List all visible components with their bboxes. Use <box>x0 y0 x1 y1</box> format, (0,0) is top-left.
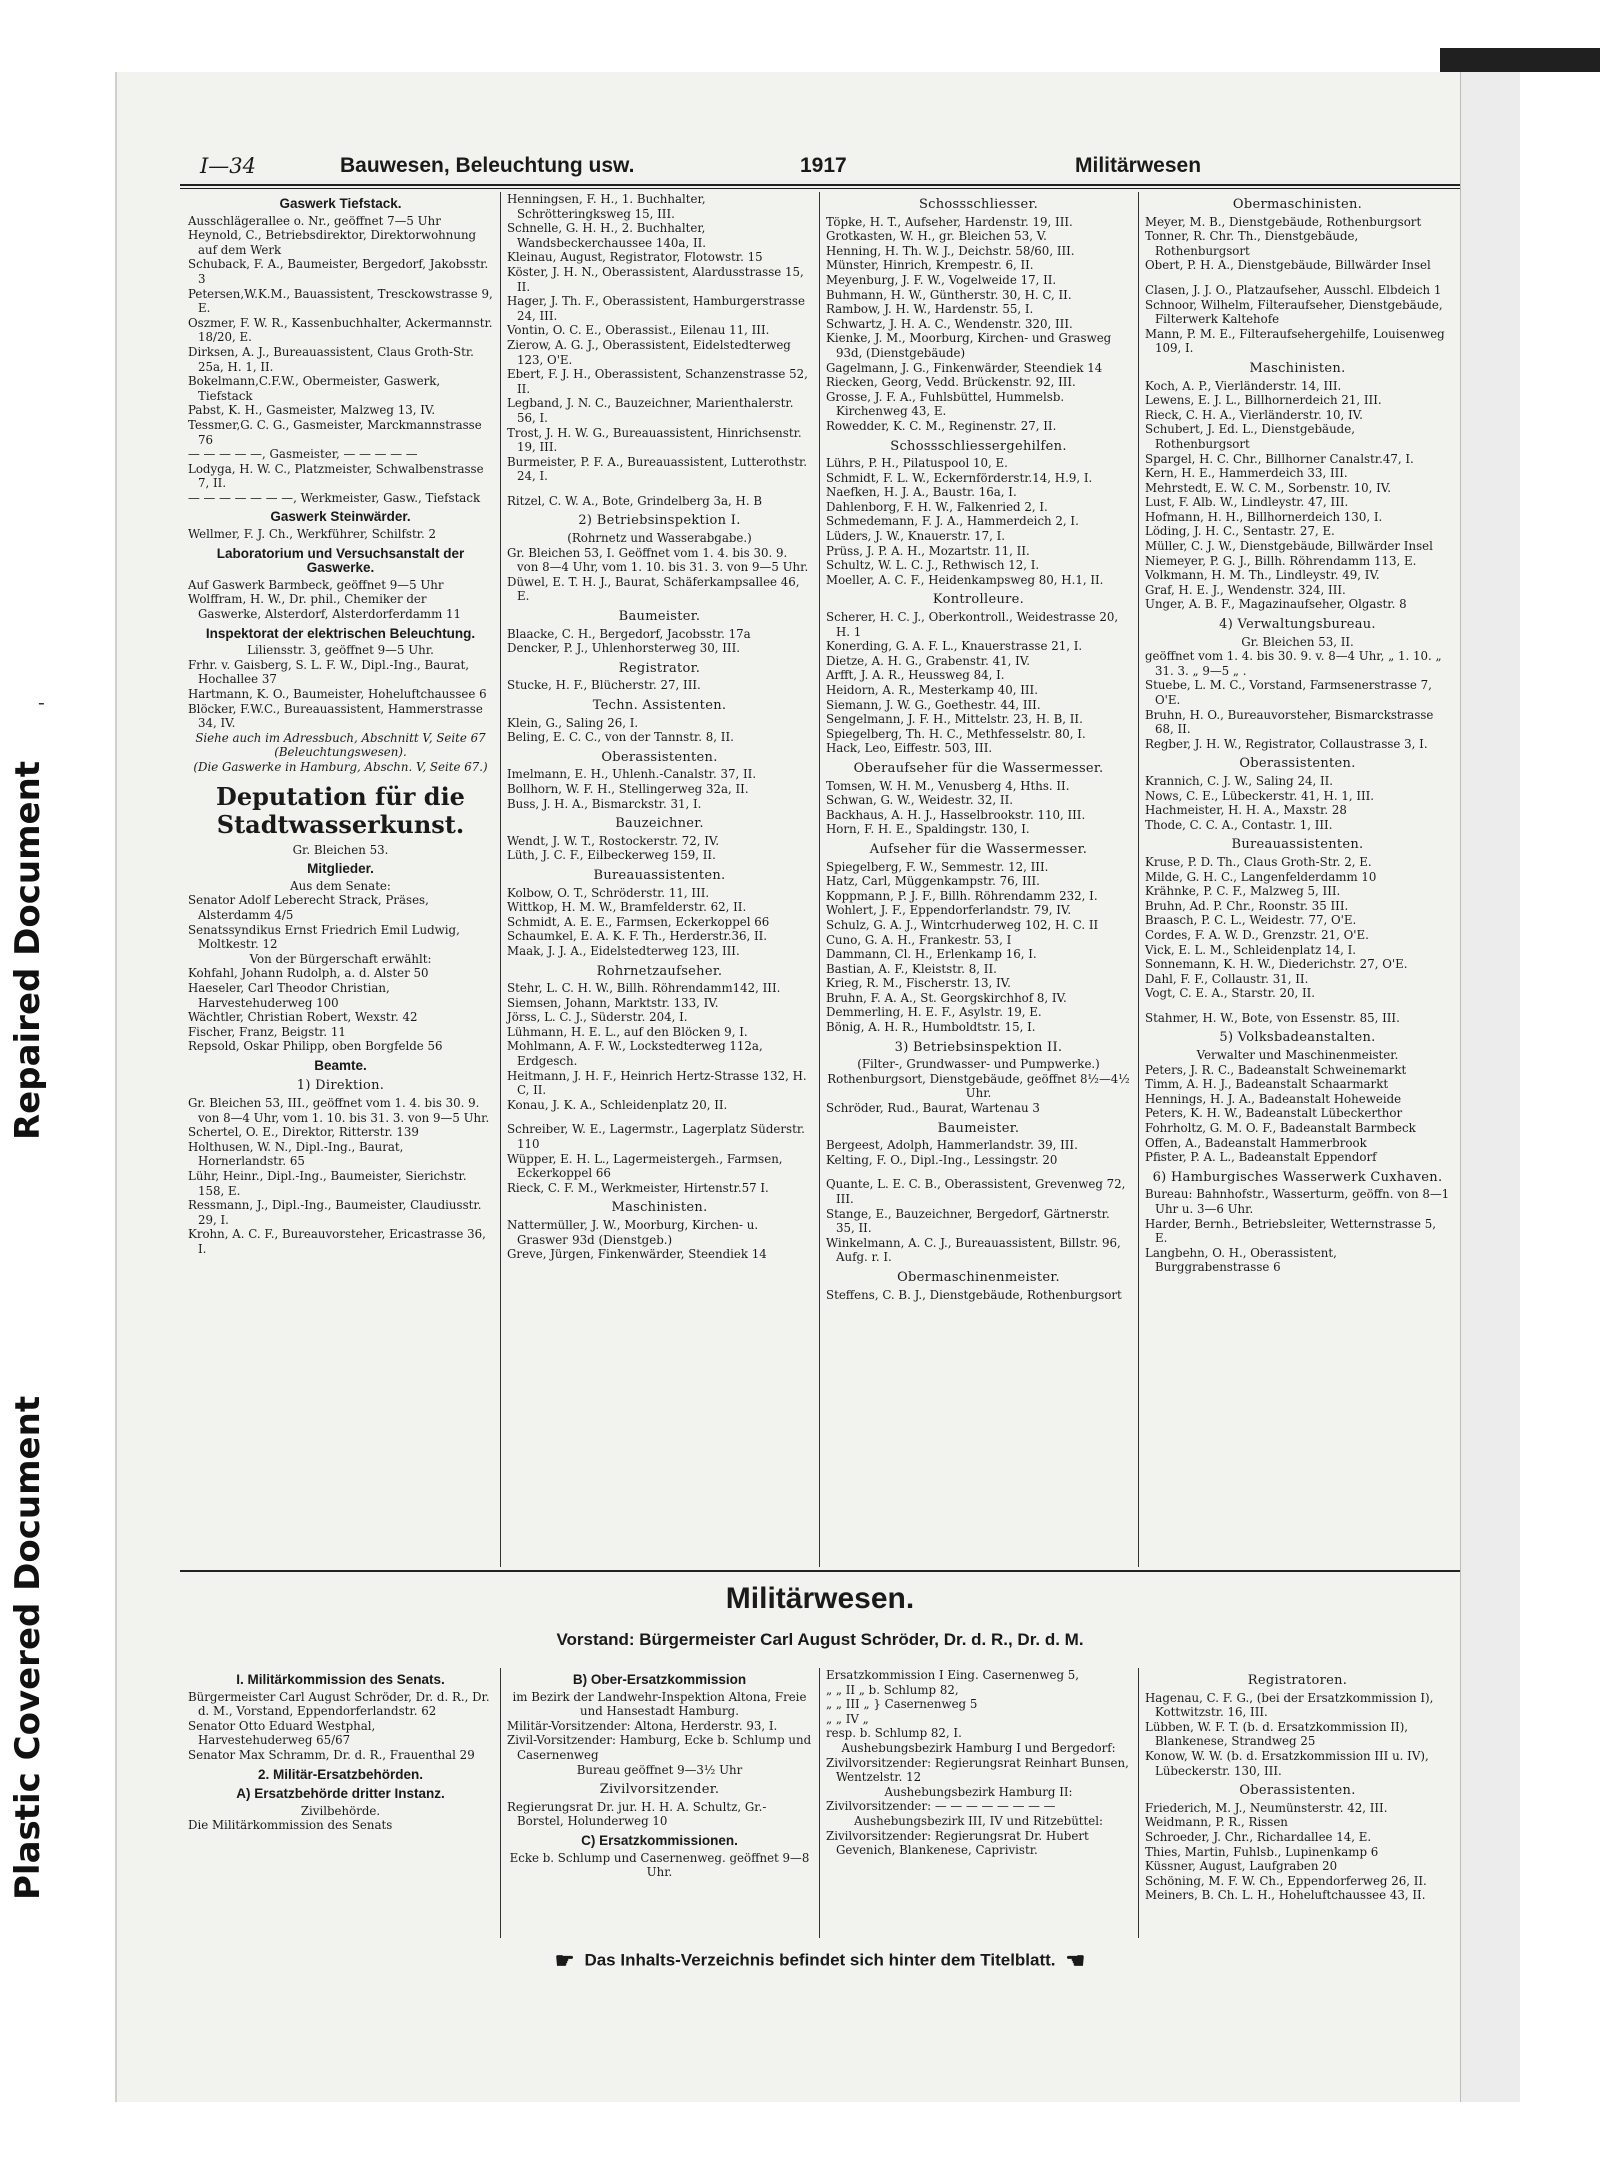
listing-entry: Vick, E. L. M., Schleidenplatz 14, I. <box>1145 942 1357 957</box>
listing-entry: Konow, W. W. (b. d. Ersatzkommission III u. IV), Lübeckerstr. 130, III. <box>1145 1748 1429 1778</box>
listing-entry: Bokelmann,C.F.W., Obermeister, Gaswerk, Tiefstack <box>188 374 441 403</box>
listing-entry: Trost, J. H. W. G., Bureauassistent, Hinrichsenstr. 19, III. <box>507 425 802 455</box>
listing-entry: Friederich, M. J., Neumünsterstr. 42, III. <box>1145 1800 1388 1815</box>
listing-entry: Wellmer, F. J. Ch., Werkführer, Schilfstr. 2 <box>188 527 437 542</box>
listing-entry: Schroeder, J. Chr., Richardallee 14, E. <box>1145 1829 1372 1844</box>
listing-entry: Köster, J. H. N., Oberassistent, Alardusstrasse 15, II. <box>507 264 804 294</box>
listing-entry: Rieck, C. H. A., Vierländerstr. 10, IV. <box>1145 407 1363 422</box>
listing-entry: Maak, J. J. A., Eidelstedterweg 123, III. <box>507 943 740 958</box>
listing-entry: Prüss, J. P. A. H., Mozartstr. 11, II. <box>826 543 1030 558</box>
listing-entry: Winkelmann, A. C. J., Bureauassistent, Billstr. 96, Aufg. r. I. <box>826 1235 1121 1265</box>
listing-entry: Haeseler, Carl Theodor Christian, Harvestehuderweg 100 <box>188 980 390 1010</box>
column-rule <box>819 192 820 1567</box>
listing-entry: Bureau: Bahnhofstr., Wasserturm, geöffn. von 8—1 Uhr u. 3—6 Uhr. <box>1145 1187 1450 1216</box>
listing-entry: Blöcker, F.W.C., Bureauassistent, Hammerstrasse 34, IV. <box>188 701 483 731</box>
listing-entry: Volkmann, H. M. Th., Lindleystr. 49, IV. <box>1145 568 1380 583</box>
listing-entry: Thode, C. C. A., Contastr. 1, III. <box>1145 817 1333 832</box>
subsection-heading: Kontrolleure. <box>932 592 1025 608</box>
listing-entry: Arfft, J. A. R., Heussweg 84, I. <box>826 668 1005 683</box>
listing-entry: Spiegelberg, F. W., Semmestr. 12, III. <box>826 859 1049 874</box>
plastic-covered-label: Plastic Covered Document <box>8 1395 48 1900</box>
listing-entry: Peters, K. H. W., Badeanstalt Lübeckerthor <box>1145 1106 1403 1121</box>
listing-entry: Koch, A. P., Vierländerstr. 14, III. <box>1145 378 1342 393</box>
military-column-2 <box>507 1668 812 1880</box>
listing-entry: Wittkop, H. M. W., Bramfelderstr. 62, II. <box>507 900 747 915</box>
listing-entry: Krannich, C. J. W., Saling 24, II. <box>1145 773 1334 788</box>
listing-entry: Rieck, C. F. M., Werkmeister, Hirtenstr.57 I. <box>507 1180 769 1195</box>
section-heading: Mitglieder. <box>307 861 374 877</box>
listing-entry: geöffnet vom 1. 4. bis 30. 9. v. 8—4 Uhr, „ 1. 10. „ 31. 3. „ 9—5 „ . <box>1145 649 1442 678</box>
listing-entry: Lühr, Heinr., Dipl.-Ing., Baumeister, Sierichstr. 158, E. <box>188 1169 467 1198</box>
listing-entry: Lüth, J. C. F., Eilbeckerweg 159, II. <box>507 848 716 863</box>
column-4 <box>1145 192 1450 1275</box>
repaired-document-label: Repaired Document <box>8 760 48 1140</box>
listing-entry: Kolbow, O. T., Schröderstr. 11, III. <box>507 885 710 900</box>
listing-entry: „ „ II „ b. Schlump 82, <box>826 1682 959 1697</box>
column-3 <box>826 192 1131 1302</box>
listing-entry: Zierow, A. G. J., Oberassistent, Eidelstedterweg 123, O'E. <box>507 337 791 367</box>
listing-entry: Moeller, A. C. F., Heidenkampsweg 80, H.1, II. <box>826 572 1104 587</box>
listing-entry: Krähnke, P. C. F., Malzweg 5, III. <box>1145 884 1341 899</box>
listing-entry: Pabst, K. H., Gasmeister, Malzweg 13, IV. <box>188 403 436 418</box>
listing-entry: Greve, Jürgen, Finkenwärder, Steendiek 14 <box>507 1247 767 1262</box>
military-column-1 <box>188 1668 493 1833</box>
listing-entry: Die Militärkommission des Senats <box>188 1818 393 1833</box>
subsection-heading: 3) Betriebsinspektion II. <box>894 1039 1063 1055</box>
spacer <box>826 1167 1131 1177</box>
listing-entry: Militär-Vorsitzender: Altona, Herderstr. 93, I. <box>507 1718 778 1733</box>
spacer <box>507 1112 812 1122</box>
listing-entry: Mann, P. M. E., Filteraufsehergehilfe, Louisenweg 109, I. <box>1145 326 1445 356</box>
listing-entry: Tomsen, W. H. M., Venusberg 4, Hths. II. <box>826 778 1070 793</box>
spacer <box>1145 273 1450 283</box>
listing-entry: Lübben, W. F. T. (b. d. Ersatzkommission II), Blankenese, Strandweg 25 <box>1145 1719 1409 1749</box>
section-heading: Gaswerk Steinwärder. <box>270 509 411 525</box>
subsection-heading: Oberassistenten. <box>1239 1783 1356 1799</box>
subsection-heading: Oberassistenten. <box>601 749 718 765</box>
listing-entry: Imelmann, E. H., Uhlenh.-Canalstr. 37, II. <box>507 767 757 782</box>
listing-entry: Bürgermeister Carl August Schröder, Dr. d. R., Dr. d. M., Vorstand, Eppendorferlandstr. 62 <box>188 1689 490 1719</box>
listing-entry: Timm, A. H. J., Badeanstalt Schaarmarkt <box>1145 1077 1389 1092</box>
listing-entry: Wohlert, J. F., Eppendorferlandstr. 79, IV. <box>826 903 1072 918</box>
listing-entry: Thies, Martin, Fuhlsb., Lupinenkamp 6 <box>1145 1844 1379 1859</box>
listing-entry: Hachmeister, H. H. A., Maxstr. 28 <box>1145 803 1347 818</box>
subsection-heading: Techn. Assistenten. <box>592 698 727 713</box>
subsection-heading: Schossschliesser. <box>918 197 1039 212</box>
listing-entry: Fischer, Franz, Beigstr. 11 <box>188 1024 346 1039</box>
listing-entry: Bönig, A. H. R., Humboldtstr. 15, I. <box>826 1020 1036 1035</box>
listing-entry: Backhaus, A. H. J., Hasselbrookstr. 110, III. <box>826 807 1086 822</box>
subsection-heading: Obermaschinenmeister. <box>897 1269 1060 1285</box>
listing-entry: Unger, A. B. F., Magazinaufseher, Olgastr. 8 <box>1145 597 1407 612</box>
centered-note: Aus dem Senate: <box>290 878 391 893</box>
listing-entry: Stahmer, H. W., Bote, von Essenstr. 85, III. <box>1145 1010 1400 1025</box>
listing-entry: Blaacke, C. H., Bergedorf, Jacobsstr. 17a <box>507 626 751 641</box>
listing-entry: Oszmer, F. W. R., Kassenbuchhalter, Ackermannstr. 18/20, E. <box>188 315 493 345</box>
running-title: Militärwesen <box>1075 154 1202 177</box>
subsection-heading: Registrator. <box>618 660 701 676</box>
listing-entry: Lust, F. Alb. W., Lindleystr. 47, III. <box>1145 495 1349 510</box>
listing-entry: Wendt, J. W. T., Rostockerstr. 72, IV. <box>507 833 720 848</box>
listing-entry: Horn, F. H. E., Spaldingstr. 130, I. <box>826 822 1030 837</box>
year: 1917 <box>800 154 847 177</box>
listing-entry: Krohn, A. C. F., Bureauvorsteher, Ericastrasse 36, I. <box>188 1227 486 1256</box>
listing-entry: Vogt, C. E. A., Starstr. 20, II. <box>1145 986 1316 1001</box>
listing-entry: Repsold, Oskar Philipp, oben Borgfelde 56 <box>188 1039 443 1054</box>
listing-entry: Obert, P. H. A., Dienstgebäude, Billwärder Insel <box>1145 258 1431 273</box>
column-rule <box>1138 192 1139 1567</box>
scan-margin-right <box>1520 72 1600 2102</box>
listing-entry: Ersatzkommission I Eing. Casernenweg 5, <box>826 1668 1080 1682</box>
listing-entry: Grosse, J. F. A., Fuhlsbüttel, Hummelsb. Kirchenweg 43, E. <box>826 389 1065 419</box>
listing-entry: Rowedder, K. C. M., Reginenstr. 27, II. <box>826 418 1057 433</box>
listing-entry: Harder, Bernh., Betriebsleiter, Wetternstrasse 5, E. <box>1145 1216 1436 1246</box>
column-rule <box>500 192 501 1567</box>
listing-entry: Dahlenborg, F. H. W., Falkenried 2, I. <box>826 499 1048 514</box>
reference-note: (Die Gaswerke in Hamburg, Abschn. V, Seite 67.) <box>193 759 488 774</box>
centered-note: Zivilbehörde. <box>300 1803 381 1818</box>
listing-entry: Ritzel, C. W. A., Bote, Grindelberg 3a, H. B <box>507 493 763 508</box>
listing-entry: Schwan, G. W., Weidestr. 32, II. <box>826 793 1013 808</box>
section-heading: Beamte. <box>314 1057 367 1073</box>
listing-entry: Bergeest, Adolph, Hammerlandstr. 39, III. <box>826 1138 1078 1153</box>
listing-entry: Riecken, Georg, Vedd. Brückenstr. 92, III. <box>826 375 1076 390</box>
listing-entry: Hartmann, K. O., Baumeister, Hoheluftchaussee 6 <box>188 687 487 701</box>
listing-entry: Sengelmann, J. F. H., Mittelstr. 23, H. B, II. <box>826 712 1083 727</box>
listing-entry: Schulz, G. A. J., Wintcrhuderweg 102, H. C. II <box>826 917 1099 932</box>
section-heading: Laboratorium und Versuchsanstalt der Gaswerke. <box>216 545 465 576</box>
listing-entry: Zivilvorsitzender: Regierungsrat Dr. Hubert Gevenich, Blankenese, Caprivistr. <box>826 1828 1089 1858</box>
centered-note: Von der Bürgerschaft erwählt: <box>249 951 432 966</box>
listing-entry: Gr. Bleichen 53, I. Geöffnet vom 1. 4. bis 30. 9. von 8—4 Uhr, vom 1. 10. bis 31. 3. von 9—5 Uhr. <box>507 545 809 575</box>
subsection-heading: 5) Volksbadeanstalten. <box>1219 1030 1376 1046</box>
listing-entry: Zivilvorsitzender: — — — — — — — — <box>826 1799 1056 1814</box>
page-number: I—34 <box>200 154 257 178</box>
section-heading: A) Ersatzbehörde dritter Instanz. <box>236 1786 445 1802</box>
listing-entry: Töpke, H. T., Aufseher, Hardenstr. 19, III. <box>826 214 1073 229</box>
listing-entry: Wolffram, H. W., Dr. phil., Chemiker der Gaswerke, Alsterdorf, Alsterdorferdamm 11 <box>188 592 462 622</box>
spacer <box>507 484 812 494</box>
deputation-title: Deputation für die Stadtwasserkunst. <box>216 781 465 839</box>
listing-entry: Wüpper, E. H. L., Lagermeistergeh., Farmsen, Eckerkoppel 66 <box>507 1151 783 1181</box>
column-2 <box>507 192 812 1262</box>
listing-entry: Senatssyndikus Ernst Friedrich Emil Ludwig, Moltkestr. 12 <box>188 922 460 952</box>
listing-entry: Naefken, H. J. A., Baustr. 16a, I. <box>826 485 1017 500</box>
listing-entry: Kern, H. E., Hammerdeich 33, III. <box>1145 466 1348 481</box>
subsection-heading: Baumeister. <box>937 1120 1020 1136</box>
listing-entry: Meyer, M. B., Dienstgebäude, Rothenburgsort <box>1145 214 1422 229</box>
listing-entry: Jörss, L. C. J., Süderstr. 204, I. <box>507 1010 688 1025</box>
listing-entry: Ebert, F. J. H., Oberassistent, Schanzenstrasse 52, II. <box>507 367 808 396</box>
listing-entry: Legband, J. N. C., Bauzeichner, Marienthalerstr. 56, I. <box>507 396 794 425</box>
listing-entry: Heitmann, J. H. F., Heinrich Hertz-Strasse 132, H. C, II. <box>507 1068 807 1098</box>
pointing-hand-left-icon: ☚ <box>1065 1948 1086 1973</box>
listing-entry: Henning, H. Th. W. J., Deichstr. 58/60, III. <box>826 243 1075 258</box>
listing-entry: Ausschlägerallee o. Nr., geöffnet 7—5 Uhr <box>188 213 441 228</box>
listing-entry: Gr. Bleichen 53, III., geöffnet vom 1. 4. bis 30. 9. von 8—4 Uhr, vom 1. 10. bis 31. 3. von 9—5 Uhr. <box>188 1096 490 1125</box>
listing-entry: Lodyga, H. W. C., Platzmeister, Schwalbenstrasse 7, II. <box>188 461 484 491</box>
subsection-heading: Bureauassistenten. <box>593 867 726 883</box>
listing-entry: Scherer, H. C. J., Oberkontroll., Weidestrasse 20, H. 1 <box>826 610 1119 639</box>
listing-entry: Clasen, J. J. O., Platzaufseher, Ausschl. Elbdeich 1 <box>1145 282 1442 297</box>
subsection-heading: Registratoren. <box>1247 1673 1348 1688</box>
listing-entry: Schwartz, J. H. A. C., Wendenstr. 320, III. <box>826 316 1073 331</box>
section-heading: B) Ober-Ersatzkommission <box>572 1672 747 1687</box>
listing-entry: Stange, E., Bauzeichner, Bergedorf, Gärtnerstr. 35, II. <box>826 1206 1110 1236</box>
header-rule-thin <box>180 188 1460 189</box>
subsection-heading: 4) Verwaltungsbureau. <box>1219 617 1376 633</box>
listing-entry: „ „ IV „ <box>826 1711 869 1726</box>
listing-entry: Schreiber, W. E., Lagermstr., Lagerplatz Süderstr. 110 <box>507 1122 805 1152</box>
centered-note: Gr. Bleichen 53. <box>292 842 389 857</box>
listing-entry: Koppmann, P. J. F., Billh. Röhrendamm 232, I. <box>826 888 1098 903</box>
listing-entry: Konerding, G. A. F. L., Knauerstrasse 21, I. <box>826 639 1083 654</box>
centered-note: Aushebungsbezirk III, IV und Ritzebüttel: <box>853 1813 1104 1828</box>
listing-entry: Lewens, E. J. L., Billhornerdeich 21, III. <box>1145 393 1382 408</box>
listing-entry: Bruhn, H. O., Bureauvorsteher, Bismarckstrasse 68, II. <box>1145 707 1434 737</box>
listing-entry: Bastian, A. F., Kleiststr. 8, II. <box>826 961 997 976</box>
subsection-heading: Obermaschinisten. <box>1232 197 1363 212</box>
listing-entry: Schnoor, Wilhelm, Filteraufseher, Dienstgebäude, Filterwerk Kaltehofe <box>1145 297 1443 327</box>
listing-entry: Grotkasten, W. H., gr. Bleichen 53, V. <box>826 229 1047 244</box>
listing-entry: Nattermüller, J. W., Moorburg, Kirchen- u. Graswег 93d (Dienstgeb.) <box>507 1218 759 1247</box>
footer-note <box>180 1948 1460 1974</box>
military-column-3 <box>826 1668 1131 1858</box>
military-title: Militärwesen. <box>725 1582 915 1615</box>
listing-entry: Dirksen, A. J., Bureauassistent, Claus Groth-Str. 25a, H. 1, II. <box>188 344 474 374</box>
listing-entry: Meyenburg, J. F. W., Vogelweide 17, II. <box>826 272 1057 287</box>
listing-entry: Schaumkel, E. A. K. F. Th., Herderstr.36, II. <box>507 929 768 944</box>
listing-entry: Krieg, R. M., Fischerstr. 13, IV. <box>826 976 1011 991</box>
listing-entry: Schultz, W. L. C. J., Rethwisch 12, I. <box>826 558 1040 573</box>
column-rule <box>819 1668 820 1938</box>
listing-entry: Hager, J. Th. F., Oberassistent, Hamburgerstrasse 24, III. <box>507 294 805 323</box>
listing-entry: Sonnemann, K. H. W., Diederichstr. 27, O'E. <box>1145 957 1408 972</box>
facing-page-edge <box>1460 72 1521 2102</box>
listing-entry: Burmeister, P. F. A., Bureauassistent, Lutterothstr. 24, I. <box>507 454 808 484</box>
listing-entry: Zivilvorsitzender: Regierungsrat Reinhart Bunsen, Wentzelstr. 12 <box>826 1755 1129 1785</box>
listing-entry: — — — — — — —, Werkmeister, Gasw., Tiefstack <box>188 490 481 505</box>
section-heading: 2. Militär-Ersatzbehörden. <box>257 1766 424 1782</box>
listing-entry: Schmidt, A. E. E., Farmsen, Eckerkoppel 66 <box>507 914 770 929</box>
listing-entry: Holthusen, W. N., Dipl.-Ing., Baurat, Hornerlandstr. 65 <box>188 1139 404 1169</box>
listing-entry: Spiegelberg, Th. H. C., Methfesselstr. 80, I. <box>826 726 1086 741</box>
military-vorstand: Vorstand: Bürgermeister Carl August Schröder, Dr. d. R., Dr. d. M. <box>556 1630 1084 1649</box>
listing-entry: Spargel, H. C. Chr., Billhorner Canalstr.47, I. <box>1145 451 1414 466</box>
section-heading: C) Ersatzkommissionen. <box>581 1832 738 1848</box>
listing-entry: Fohrholtz, G. M. O. F., Badeanstalt Barmbeck <box>1145 1121 1416 1136</box>
listing-entry: Hagenau, C. F. G., (bei der Ersatzkommission I), Kottwitzstr. 16, III. <box>1145 1690 1434 1720</box>
footer-text: Das Inhalts-Verzeichnis befindet sich hinter dem Titelblatt. <box>584 1950 1056 1970</box>
listing-entry: Hennings, H. J. A., Badeanstalt Hoheweide <box>1145 1091 1402 1106</box>
military-column-4 <box>1145 1668 1450 1903</box>
listing-entry: Pfister, P. A. L., Badeanstalt Eppendorf <box>1145 1150 1377 1165</box>
centered-note: im Bezirk der Landwehr-Inspektion Altona, Freie und Hansestadt Hamburg. <box>512 1689 807 1719</box>
subsection-heading: Bureauassistenten. <box>1231 837 1364 853</box>
listing-entry: Buhmann, H. W., Güntherstr. 30, H. C, II. <box>826 287 1072 302</box>
listing-entry: Peters, J. R. C., Badeanstalt Schweinemarkt <box>1145 1062 1407 1077</box>
subsection-heading: 2) Betriebsinspektion I. <box>578 513 741 529</box>
listing-entry: Rambow, J. H. W., Hardenstr. 55, I. <box>826 302 1034 317</box>
listing-entry: Steffens, C. B. J., Dienstgebäude, Rothenburgsort <box>826 1287 1122 1302</box>
listing-entry: Kleinau, August, Registrator, Flotowstr. 15 <box>507 250 763 265</box>
section-heading: Inspektorat der elektrischen Beleuchtung. <box>205 625 476 641</box>
listing-entry: Schertel, O. E., Direktor, Ritterstr. 139 <box>188 1125 419 1140</box>
column-rule <box>500 1668 501 1938</box>
listing-entry: Graf, H. E. J., Wendenstr. 324, III. <box>1145 582 1346 597</box>
subsection-heading: Aufseher für die Wassermesser. <box>869 841 1088 857</box>
header-rule <box>180 184 1460 186</box>
listing-entry: Braasch, P. C. L., Weidestr. 77, O'E. <box>1145 913 1357 928</box>
listing-entry: Bruhn, F. A. A., St. Georgskirchhof 8, IV. <box>826 990 1067 1005</box>
centered-note: (Filter-, Grundwasser- und Pumpwerke.) <box>857 1057 1100 1072</box>
listing-entry: Mehrstedt, E. W. C. M., Sorbenstr. 10, IV. <box>1145 480 1391 495</box>
listing-entry: Senator Adolf Leberecht Strack, Präses, Alsterdamm 4/5 <box>188 893 429 922</box>
listing-entry: Cuno, G. A. H., Frankestr. 53, I <box>826 932 1012 947</box>
centered-note: Gr. Bleichen 53, II. <box>1241 634 1354 649</box>
listing-entry: Gagelmann, J. G., Finkenwärder, Steendiek 14 <box>826 360 1103 375</box>
listing-entry: Müller, C. J. W., Dienstgebäude, Billwärder Insel <box>1145 539 1433 554</box>
listing-entry: Cordes, F. A. W. D., Grenzstr. 21, O'E. <box>1145 927 1369 942</box>
centered-note: Ecke b. Schlump und Casernenweg. geöffnet 9—8 Uhr. <box>509 1850 810 1880</box>
listing-entry: Zivil-Vorsitzender: Hamburg, Ecke b. Schlump und Casernenweg <box>507 1733 812 1762</box>
listing-entry: Dencker, P. J., Uhlenhorsterweg 30, III. <box>507 641 740 656</box>
listing-entry: Tessmer,G. C. G., Gasmeister, Marckmannstrasse 76 <box>188 417 482 447</box>
page-header <box>180 150 1460 180</box>
subsection-heading: 6) Hamburgisches Wasserwerk Cuxhaven. <box>1152 1169 1443 1185</box>
subsection-heading: Schossschliessergehilfen. <box>890 438 1067 454</box>
listing-entry: „ „ III „ } Casernenweg 5 <box>826 1697 978 1712</box>
subsection-heading: Oberassistenten. <box>1239 756 1356 772</box>
section-rule <box>180 1570 1460 1572</box>
listing-entry: Löding, J. H. C., Sentastr. 27, E. <box>1145 524 1335 539</box>
listing-entry: Senator Max Schramm, Dr. d. R., Frauenthal 29 <box>188 1747 475 1762</box>
listing-entry: Regierungsrat Dr. jur. H. H. A. Schultz, Gr.-Borstel, Holunderweg 10 <box>507 1799 767 1829</box>
listing-entry: Kohfahl, Johann Rudolph, a. d. Alster 50 <box>188 966 429 981</box>
listing-entry: Stuebe, L. M. C., Vorstand, Farmsenerstrasse 7, O'E. <box>1145 678 1432 707</box>
listing-entry: Quante, L. E. C. B., Oberassistent, Grevenweg 72, III. <box>826 1177 1126 1206</box>
listing-entry: Auf Gaswerk Barmbeck, geöffnet 9—5 Uhr <box>188 577 444 592</box>
listing-entry: Petersen,W.K.M., Bauassistent, Tresckowstrasse 9, E. <box>188 286 493 316</box>
listing-entry: Hack, Leo, Eiffestr. 503, III. <box>826 741 993 756</box>
listing-entry: Stucke, H. F., Blücherstr. 27, III. <box>507 678 701 693</box>
listing-entry: Schöning, M. F. W. Ch., Eppendorferweg 26, II. <box>1145 1873 1427 1888</box>
listing-entry: Tonner, R. Chr. Th., Dienstgebäude, Rothenburgsort <box>1145 229 1359 258</box>
listing-entry: Dammann, Cl. H., Erlenkamp 16, I. <box>826 947 1037 962</box>
centered-note: Verwalter und Maschinenmeister. <box>1196 1048 1399 1063</box>
listing-entry: Schnelle, G. H. H., 2. Buchhalter, Wandsbeckerchaussee 140a, II. <box>507 221 707 250</box>
subsection-heading: Maschinisten. <box>611 1200 708 1216</box>
listing-entry: Mohlmann, A. F. W., Lockstedterweg 112a, Erdgesch. <box>507 1039 763 1069</box>
subsection-heading: Zivilvorsitzender. <box>599 1782 720 1798</box>
listing-entry: Münster, Hinrich, Krempestr. 6, II. <box>826 258 1034 273</box>
margin-mark: - <box>38 690 45 714</box>
listing-entry: Beling, E. C. C., von der Tannstr. 8, II. <box>507 730 734 745</box>
subsection-heading: Oberaufseher für die Wassermesser. <box>853 760 1104 776</box>
listing-entry: Regber, J. H. W., Registrator, Collaustrasse 3, I. <box>1145 736 1428 751</box>
listing-entry: — — — — —, Gasmeister, — — — — — <box>188 447 418 462</box>
listing-entry: Milde, G. H. C., Langenfelderdamm 10 <box>1145 869 1377 884</box>
listing-entry: Hatz, Carl, Müggenkampstr. 76, III. <box>826 874 1040 889</box>
spacer <box>1145 1001 1450 1011</box>
listing-entry: Bollhorn, W. F. H., Stellingerweg 32a, II. <box>507 781 749 796</box>
listing-entry: Lühmann, H. E. L., auf den Blöcken 9, I. <box>507 1024 748 1039</box>
column-1 <box>188 192 493 1257</box>
centered-note: Aushebungsbezirk Hamburg I und Bergedorf: <box>841 1740 1116 1755</box>
listing-entry: Schröder, Rud., Baurat, Wartenau 3 <box>826 1101 1040 1116</box>
listing-entry: Siemann, J. W. G., Goethestr. 44, III. <box>826 697 1041 712</box>
listing-entry: Wächtler, Christian Robert, Wexstr. 42 <box>188 1010 418 1025</box>
listing-entry: Düwel, E. T. H. J., Baurat, Schäferkampsallee 46, E. <box>507 574 800 604</box>
listing-entry: Schuback, F. A., Baumeister, Bergedorf, Jakobsstr. 3 <box>188 257 489 286</box>
listing-entry: Konau, J. K. A., Schleidenplatz 20, II. <box>507 1097 728 1112</box>
listing-entry: Nows, C. E., Lübeckerstr. 41, H. 1, III. <box>1145 788 1375 803</box>
listing-entry: Hofmann, H. H., Billhornerdeich 130, I. <box>1145 509 1383 524</box>
listing-entry: Meiners, B. Ch. L. H., Hoheluftchaussee 43, II. <box>1145 1888 1426 1903</box>
column-rule <box>1138 1668 1139 1938</box>
section-heading: Gaswerk Tiefstack. <box>279 196 402 211</box>
listing-entry: Lüders, J. W., Knauerstr. 17, I. <box>826 529 1006 544</box>
listing-entry: Vontin, O. C. E., Oberassist., Eilenau 11, III. <box>507 323 770 338</box>
centered-note: Rothenburgsort, Dienstgebäude, geöffnet 8½—4½ Uhr. <box>827 1071 1130 1101</box>
listing-entry: Dahl, F. F., Collaustr. 31, II. <box>1145 971 1309 986</box>
listing-entry: Buss, J. H. A., Bismarckstr. 31, I. <box>507 796 702 811</box>
listing-entry: Offen, A., Badeanstalt Hammerbrook <box>1145 1135 1367 1150</box>
section-title: Bauwesen, Beleuchtung usw. <box>340 154 635 177</box>
subsection-heading: 1) Direktion. <box>296 1078 385 1094</box>
reference-note: Siehe auch im Adressbuch, Abschnitt V, Seite 67 (Beleuchtungswesen). <box>195 730 486 760</box>
listing-entry: Heynold, C., Betriebsdirektor, Direktorwohnung auf dem Werk <box>188 228 477 257</box>
listing-entry: Kruse, P. D. Th., Claus Groth-Str. 2, E. <box>1145 854 1372 869</box>
listing-entry: Senator Otto Eduard Westphal, Harvestehuderweg 65/67 <box>188 1718 376 1748</box>
listing-entry: Küssner, August, Laufgraben 20 <box>1145 1859 1338 1874</box>
listing-entry: Ressmann, J., Dipl.-Ing., Baumeister, Claudiusstr. 29, I. <box>188 1198 482 1227</box>
listing-entry: Siemsen, Johann, Marktstr. 133, IV. <box>507 995 719 1010</box>
listing-entry: Kelting, F. O., Dipl.-Ing., Lessingstr. 20 <box>826 1152 1058 1167</box>
subsection-heading: Baumeister. <box>618 609 701 625</box>
listing-entry: Kienke, J. M., Moorburg, Kirchen- und Grasweg 93d, (Dienstgebäude) <box>826 331 1112 360</box>
centered-note: Bureau geöffnet 9—3½ Uhr <box>576 1762 743 1777</box>
listing-entry: Langbehn, O. H., Oberassistent, Burggrabenstrasse 6 <box>1145 1245 1337 1275</box>
listing-entry: Henningsen, F. H., 1. Buchhalter, Schrötteringksweg 15, III. <box>507 192 706 221</box>
listing-entry: resp. b. Schlump 82, I. <box>826 1726 962 1741</box>
listing-entry: Schubert, J. Ed. L., Dienstgebäude, Rothenburgsort <box>1145 422 1355 451</box>
centered-note: Aushebungsbezirk Hamburg II: <box>884 1784 1073 1799</box>
listing-entry: Demmerling, H. E. F., Asylstr. 19, E. <box>826 1005 1042 1020</box>
listing-entry: Bruhn, Ad. P. Chr., Roonstr. 35 III. <box>1145 898 1349 913</box>
subsection-heading: Maschinisten. <box>1249 360 1346 376</box>
listing-entry: Dietze, A. H. G., Grabenstr. 41, IV. <box>826 653 1030 668</box>
listing-entry: Niemeyer, P. G. J., Billh. Röhrendamm 113, E. <box>1145 553 1417 568</box>
listing-entry: Schmidt, F. L. W., Eckernförderstr.14, H.9, I. <box>826 470 1093 485</box>
listing-entry: Stehr, L. C. H. W., Billh. Röhrendamm142, III. <box>507 981 781 996</box>
section-heading: I. Militärkommission des Senats. <box>236 1672 445 1687</box>
listing-entry: Heidorn, A. R., Mesterkamp 40, III. <box>826 683 1038 697</box>
listing-entry: Lührs, P. H., Pilatuspool 10, E. <box>826 456 1008 471</box>
centered-note: Liliensstr. 3, geöffnet 9—5 Uhr. <box>247 643 434 658</box>
listing-entry: Weidmann, P. R., Rissen <box>1145 1815 1288 1830</box>
listing-entry: Klein, G., Saling 26, I. <box>507 715 639 730</box>
centered-note: (Rohrnetz und Wasserabgabe.) <box>567 531 752 546</box>
listing-entry: Frhr. v. Gaisberg, S. L. F. W., Dipl.-Ing., Baurat, Hochallee 37 <box>188 657 470 687</box>
subsection-heading: Bauzeichner. <box>615 816 704 832</box>
listing-entry: Schmedemann, F. J. A., Hammerdeich 2, I. <box>826 514 1079 529</box>
pointing-hand-right-icon: ☛ <box>554 1948 575 1973</box>
subsection-heading: Rohrnetzaufseher. <box>596 963 723 979</box>
